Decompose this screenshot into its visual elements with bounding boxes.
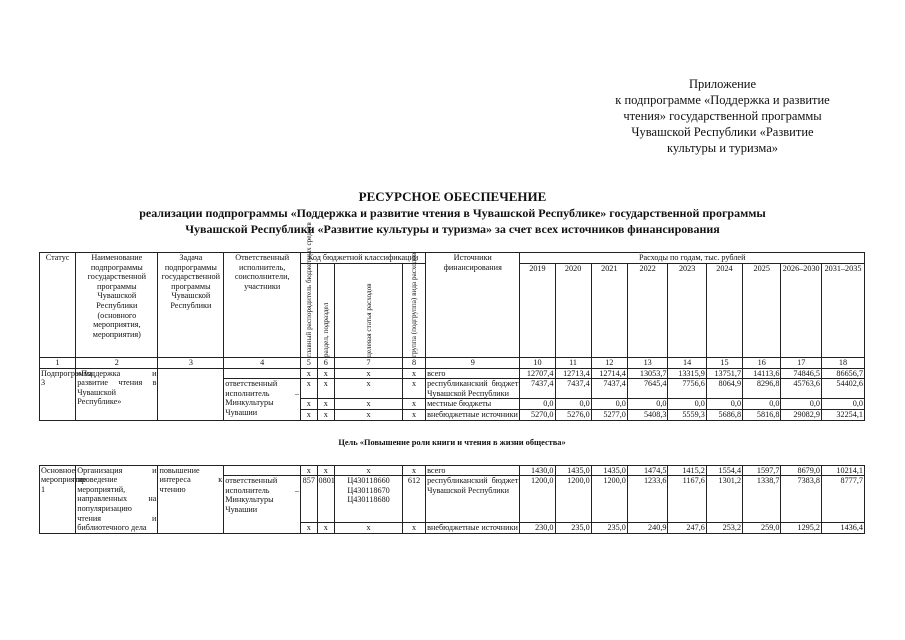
subprogram-value: 13315,9 — [668, 368, 706, 379]
subprogram-code-line: x — [366, 368, 371, 378]
subprogram-value: 13751,7 — [706, 368, 742, 379]
subprogram-value: 5408,3 — [627, 409, 668, 420]
subprogram-code — [301, 409, 317, 420]
main-event-value: 1233,6 — [627, 476, 668, 523]
main-event-value: 1597,7 — [743, 465, 781, 476]
subprogram-code-line: x — [366, 379, 371, 389]
main-event-value: 253,2 — [706, 523, 742, 534]
subprogram-value: 5276,0 — [555, 409, 591, 420]
main-event-code — [335, 523, 403, 534]
appendix-line: к подпрограмме «Поддержка и развитие — [615, 93, 830, 107]
main-event-value: 1554,4 — [706, 465, 742, 476]
column-number: 5 — [301, 357, 317, 368]
subprogram-responsible-empty — [224, 368, 301, 379]
subprogram-value: 5559,3 — [668, 409, 706, 420]
subprogram-code — [301, 379, 317, 399]
subprogram-value: 8296,8 — [743, 379, 781, 399]
subprogram-value: 7756,6 — [668, 379, 706, 399]
main-event-status: Основное мероприятие 1 — [40, 465, 76, 533]
column-number: 10 — [520, 357, 555, 368]
main-event-code — [335, 476, 403, 523]
column-number: 15 — [706, 357, 742, 368]
subprogram-value: 0,0 — [822, 399, 865, 410]
main-event-value: 235,0 — [555, 523, 591, 534]
main-event-value: 1474,5 — [627, 465, 668, 476]
subprogram-code-line: x — [306, 409, 311, 419]
subprogram-value: 7437,4 — [555, 379, 591, 399]
subprogram-code — [301, 399, 317, 410]
appendix-line: Приложение — [688, 77, 757, 91]
header-responsible: Ответственный исполнитель, соисполнители, участники — [224, 253, 301, 358]
appendix-note — [590, 76, 855, 156]
subprogram-code-line: x — [412, 368, 417, 378]
subprogram-code-line: x — [323, 368, 328, 378]
subprogram-code — [335, 379, 403, 399]
main-event-code-line: x — [366, 523, 371, 533]
main-event-code — [403, 523, 426, 534]
header-sources: Источники финансирования — [426, 253, 520, 358]
main-event-code — [317, 465, 335, 476]
subprogram-status: Подпрограмма 3 — [40, 368, 76, 420]
header-group — [403, 252, 426, 357]
subprogram-value: 14113,6 — [743, 368, 781, 379]
main-event-code-line: 857 — [302, 476, 315, 486]
header-year: 2019 — [520, 263, 555, 357]
main-event-value: 8777,7 — [822, 476, 865, 523]
subprogram-source: республиканский бюджет Чувашской Республики — [427, 379, 519, 398]
goal-text: Цель «Повышение роли книги и чтения в жизни общества» — [40, 420, 865, 465]
main-event-code-line: x — [412, 523, 417, 533]
column-number: 13 — [627, 357, 668, 368]
subprogram-source: местные бюджеты — [426, 399, 520, 410]
document-title: РЕСУРСНОЕ ОБЕСПЕЧЕНИЕ — [358, 189, 547, 204]
header-section-text: раздел, подраздел — [321, 302, 330, 357]
main-event-value: 235,0 — [591, 523, 627, 534]
subprogram-value: 8064,9 — [706, 379, 742, 399]
subprogram-code-line: x — [323, 379, 328, 389]
subprogram-code-line: x — [306, 379, 311, 389]
column-number: 17 — [781, 357, 822, 368]
main-event-code-line: Ц430118670 — [347, 485, 390, 495]
subprogram-source: всего — [426, 368, 520, 379]
subprogram-value: 12714,4 — [591, 368, 627, 379]
column-number-row — [40, 357, 865, 368]
subprogram-row — [40, 368, 865, 379]
subprogram-code — [335, 399, 403, 410]
subprogram-code — [317, 379, 335, 399]
main-event-code-line: 0801 — [318, 476, 335, 486]
main-event-code — [403, 465, 426, 476]
main-event-code-line: x — [323, 523, 328, 533]
subprogram-code-line: x — [412, 399, 417, 409]
main-event-value: 1295,2 — [781, 523, 822, 534]
column-number: 11 — [555, 357, 591, 368]
header-status: Статус — [40, 253, 76, 358]
header-year: 2025 — [743, 263, 781, 357]
main-event-value: 259,0 — [743, 523, 781, 534]
subprogram-code-line: x — [412, 409, 417, 419]
subprogram-value: 32254,1 — [822, 409, 865, 420]
column-number: 12 — [591, 357, 627, 368]
main-event-value: 7383,8 — [781, 476, 822, 523]
main-event-value: 1167,6 — [668, 476, 706, 523]
column-number: 2 — [76, 357, 158, 368]
subprogram-value: 0,0 — [627, 399, 668, 410]
header-budget-code: Код бюджетной классификации — [301, 253, 426, 264]
main-event-name: Организация и проведение мероприятий, направленных на популяризацию чтения и библиотечного дела — [77, 465, 157, 533]
subprogram-code-line: x — [412, 379, 417, 389]
column-number: 16 — [743, 357, 781, 368]
main-event-value: 1435,0 — [555, 465, 591, 476]
subprogram-value: 0,0 — [668, 399, 706, 410]
column-number: 1 — [40, 357, 76, 368]
main-event-code-line: Ц430118680 — [347, 495, 390, 505]
header-grbs-text: главный распорядитель бюджетных средств — [304, 221, 313, 357]
header-year: 2022 — [627, 263, 668, 357]
main-event-value: 10214,1 — [822, 465, 865, 476]
subprogram-value: 12713,4 — [555, 368, 591, 379]
document-subtitle-line1: реализации подпрограммы «Поддержка и развитие чтения в Чувашской Республике» государственной программы — [139, 206, 766, 220]
subprogram-value: 74846,5 — [781, 368, 822, 379]
main-event-task: повышение интереса к чтению — [158, 465, 224, 533]
header-name: Наименование подпрограммы государственной программы Чувашской Республики (основного мероприятия, мероприятия) — [76, 253, 158, 358]
subprogram-code-line: x — [366, 409, 371, 419]
subprogram-value: 0,0 — [781, 399, 822, 410]
main-event-value: 1436,4 — [822, 523, 865, 534]
main-event-value: 1338,7 — [743, 476, 781, 523]
column-number: 3 — [158, 357, 224, 368]
subprogram-code — [317, 368, 335, 379]
subprogram-value: 0,0 — [555, 399, 591, 410]
main-event-code-line: x — [412, 465, 417, 475]
document-subtitle-line2: Чувашской Республики «Развитие культуры и туризма» за счет всех источников финансирования — [185, 222, 720, 236]
subprogram-value: 5816,8 — [743, 409, 781, 420]
column-number: 14 — [668, 357, 706, 368]
header-year: 2021 — [591, 263, 627, 357]
subprogram-code-line: x — [306, 399, 311, 409]
main-event-value: 8679,0 — [781, 465, 822, 476]
header-year: 2031–2035 — [822, 263, 865, 357]
main-event-value: 1200,0 — [555, 476, 591, 523]
column-number: 9 — [426, 357, 520, 368]
subprogram-code — [403, 409, 426, 420]
subprogram-code-line: x — [366, 399, 371, 409]
main-event-code — [301, 476, 317, 523]
appendix-line: чтения» государственной программы — [623, 109, 822, 123]
main-event-source: республиканский бюджет Чувашской Республики — [426, 476, 520, 523]
goal-row — [40, 420, 865, 465]
subprogram-code — [317, 399, 335, 410]
main-event-code — [335, 465, 403, 476]
column-number: 18 — [822, 357, 865, 368]
subprogram-value: 5277,0 — [591, 409, 627, 420]
subprogram-value: 5686,8 — [706, 409, 742, 420]
main-event-code-line: 612 — [407, 476, 421, 486]
subprogram-code-line: x — [323, 409, 328, 419]
subprogram-value: 7437,4 — [520, 379, 555, 399]
subprogram-value: 13053,7 — [627, 368, 668, 379]
header-year: 2023 — [668, 263, 706, 357]
main-event-value: 1415,2 — [668, 465, 706, 476]
subprogram-code — [335, 368, 403, 379]
main-event-code — [301, 523, 317, 534]
main-event-value: 1200,0 — [520, 476, 555, 523]
header-task: Задача подпрограммы государственной программы Чувашской Республики — [158, 253, 224, 358]
main-event-code-line: x — [323, 465, 328, 475]
subprogram-source: внебюджетные источники — [427, 409, 518, 419]
main-event-code — [301, 465, 317, 476]
header-year: 2026–2030 — [781, 263, 822, 357]
subprogram-code — [403, 379, 426, 399]
main-event-responsible: ответственный исполнитель – Минкультуры Чувашии — [224, 476, 301, 534]
header-section — [317, 263, 335, 357]
main-event-source: внебюджетные источники — [427, 523, 518, 533]
main-event-code-line: x — [306, 523, 311, 533]
header-target — [335, 263, 403, 357]
main-event-value: 1435,0 — [591, 465, 627, 476]
subprogram-code — [317, 409, 335, 420]
subprogram-value: 54402,6 — [822, 379, 865, 399]
main-event-code — [317, 523, 335, 534]
subprogram-value: 45763,6 — [781, 379, 822, 399]
column-number: 4 — [224, 357, 301, 368]
appendix-line: Чувашской Республики «Развитие — [631, 125, 814, 139]
main-event-responsible-empty — [224, 465, 301, 476]
subprogram-responsible: ответственный исполнитель – Минкультуры Чувашии — [224, 379, 301, 420]
main-event-source: всего — [426, 465, 520, 476]
column-number: 7 — [335, 357, 403, 368]
subprogram-name: «Поддержка и развитие чтения в Чувашской Республике» — [76, 368, 158, 420]
subprogram-value: 7645,4 — [627, 379, 668, 399]
main-event-value: 1430,0 — [520, 465, 555, 476]
main-event-value: 1301,2 — [706, 476, 742, 523]
main-event-code-line: x — [306, 465, 311, 475]
column-number: 6 — [317, 357, 335, 368]
subprogram-code — [301, 368, 317, 379]
subprogram-code — [335, 409, 403, 420]
subprogram-value: 86656,7 — [822, 368, 865, 379]
subprogram-value: 0,0 — [520, 399, 555, 410]
subprogram-task — [158, 368, 224, 420]
header-group-text: группа (подгруппа) вида расходов — [410, 252, 419, 357]
header-grbs — [301, 221, 317, 357]
subprogram-value: 29082,9 — [781, 409, 822, 420]
subprogram-value: 0,0 — [591, 399, 627, 410]
main-event-code-line: Ц430118660 — [347, 476, 390, 486]
subprogram-value: 7437,4 — [591, 379, 627, 399]
subprogram-code — [403, 399, 426, 410]
main-event-value: 247,6 — [668, 523, 706, 534]
subprogram-value: 12707,4 — [520, 368, 555, 379]
appendix-line: культуры и туризма» — [666, 141, 779, 155]
main-event-code — [403, 476, 426, 523]
header-year: 2024 — [706, 263, 742, 357]
main-event-code — [317, 476, 335, 523]
header-year: 2020 — [555, 263, 591, 357]
subprogram-code-line: x — [323, 399, 328, 409]
subprogram-value: 0,0 — [743, 399, 781, 410]
main-event-value: 240,9 — [627, 523, 668, 534]
main-event-code-line: x — [366, 465, 371, 475]
column-number: 8 — [403, 357, 426, 368]
main-event-row — [40, 465, 865, 476]
header-target-text: целевая статья расходов — [364, 283, 373, 357]
subprogram-value: 0,0 — [706, 399, 742, 410]
header-expenses: Расходы по годам, тыс. рублей — [520, 253, 865, 264]
subprogram-code — [403, 368, 426, 379]
main-event-value: 1200,0 — [591, 476, 627, 523]
subprogram-code-line: x — [306, 368, 311, 378]
main-event-value: 230,0 — [520, 523, 555, 534]
subprogram-value: 5270,0 — [520, 409, 555, 420]
